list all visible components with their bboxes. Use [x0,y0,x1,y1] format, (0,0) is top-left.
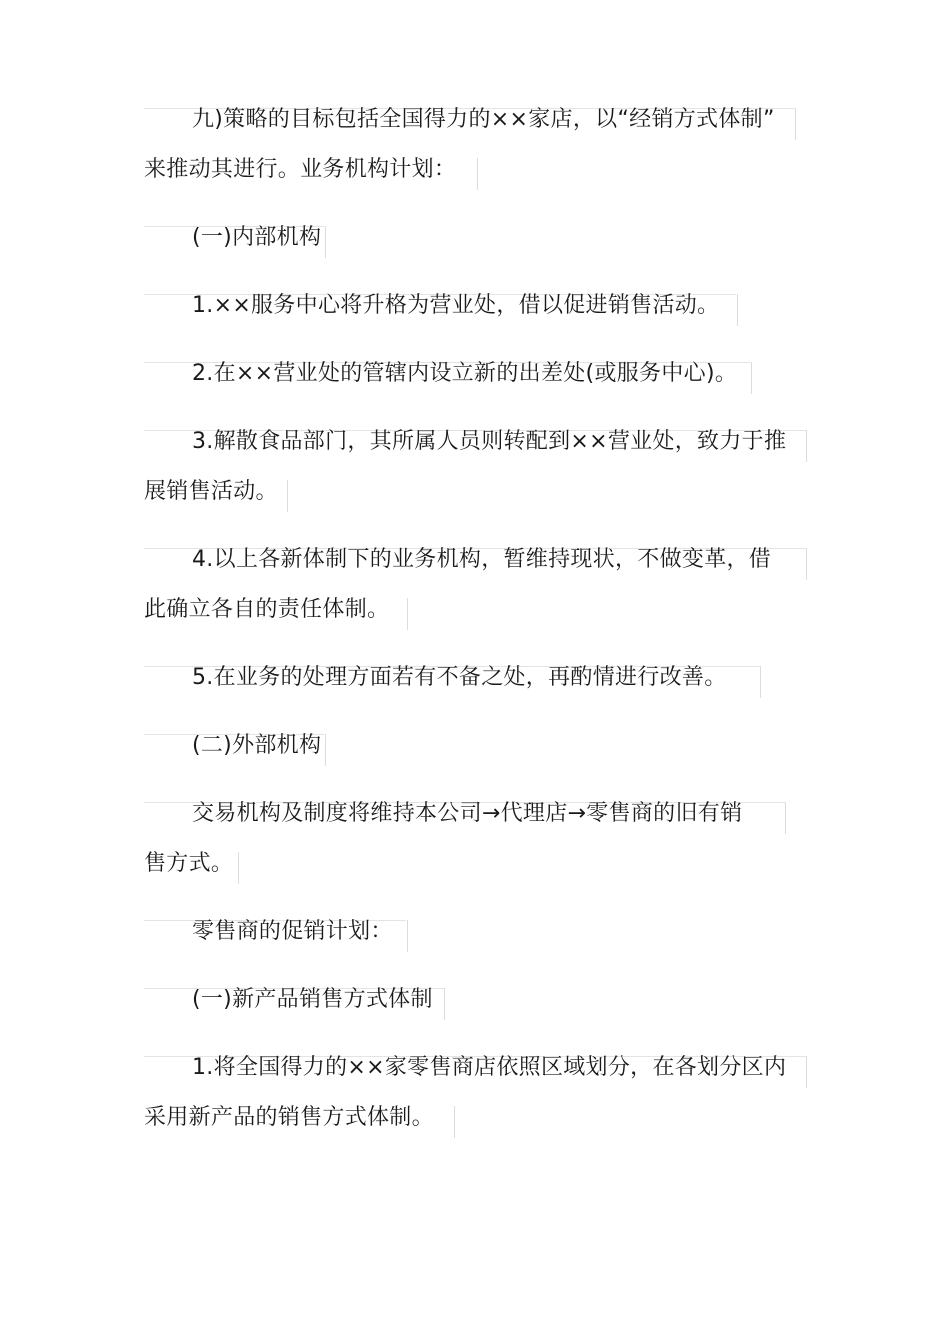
text-line: 展销售活动。 [144,479,278,504]
text-line: (一)新产品销售方式体制 [192,987,433,1012]
text-line: 此确立各自的责任体制。 [144,597,390,622]
text-line: 采用新产品的销售方式体制。 [144,1105,434,1130]
text-line: 1.将全国得力的××家零售商店依照区域划分，在各划分区内 [192,1055,787,1080]
paragraph-item-4 [144,535,808,635]
paragraph-item-1 [144,281,808,331]
text-line: 2.在××营业处的管辖内设立新的出差处(或服务中心)。 [192,361,738,386]
paragraph-item-2 [144,349,808,399]
heading-internal-organization [144,213,808,263]
text-line: 5.在业务的处理方面若有不备之处，再酌情进行改善。 [192,665,727,690]
paragraph-item-5 [144,653,808,703]
paragraph-new-product-item-1 [144,1043,808,1143]
text-line: 来推动其进行。业务机构计划： [144,157,457,182]
paragraph-item-3 [144,417,808,517]
paragraph-strategy-goal [144,95,808,195]
text-line: (二)外部机构 [192,733,322,758]
text-line: 3.解散食品部门，其所属人员则转配到××营业处，致力于推 [192,429,787,454]
heading-retailer-promotion [144,907,808,957]
text-line: 九)策略的目标包括全国得力的××家店，以“经销方式体制” [192,107,775,132]
text-line: (一)内部机构 [192,225,322,250]
text-line: 售方式。 [144,851,234,876]
text-line: 交易机构及制度将维持本公司→代理店→零售商的旧有销 [192,801,743,826]
heading-external-organization [144,721,808,771]
heading-new-product-sales [144,975,808,1025]
paragraph-trade-structure [144,789,808,889]
text-line: 1.××服务中心将升格为营业处，借以促进销售活动。 [192,293,720,318]
text-line: 4.以上各新体制下的业务机构，暂维持现状，不做变革，借 [192,547,772,572]
text-line: 零售商的促销计划： [192,919,393,944]
